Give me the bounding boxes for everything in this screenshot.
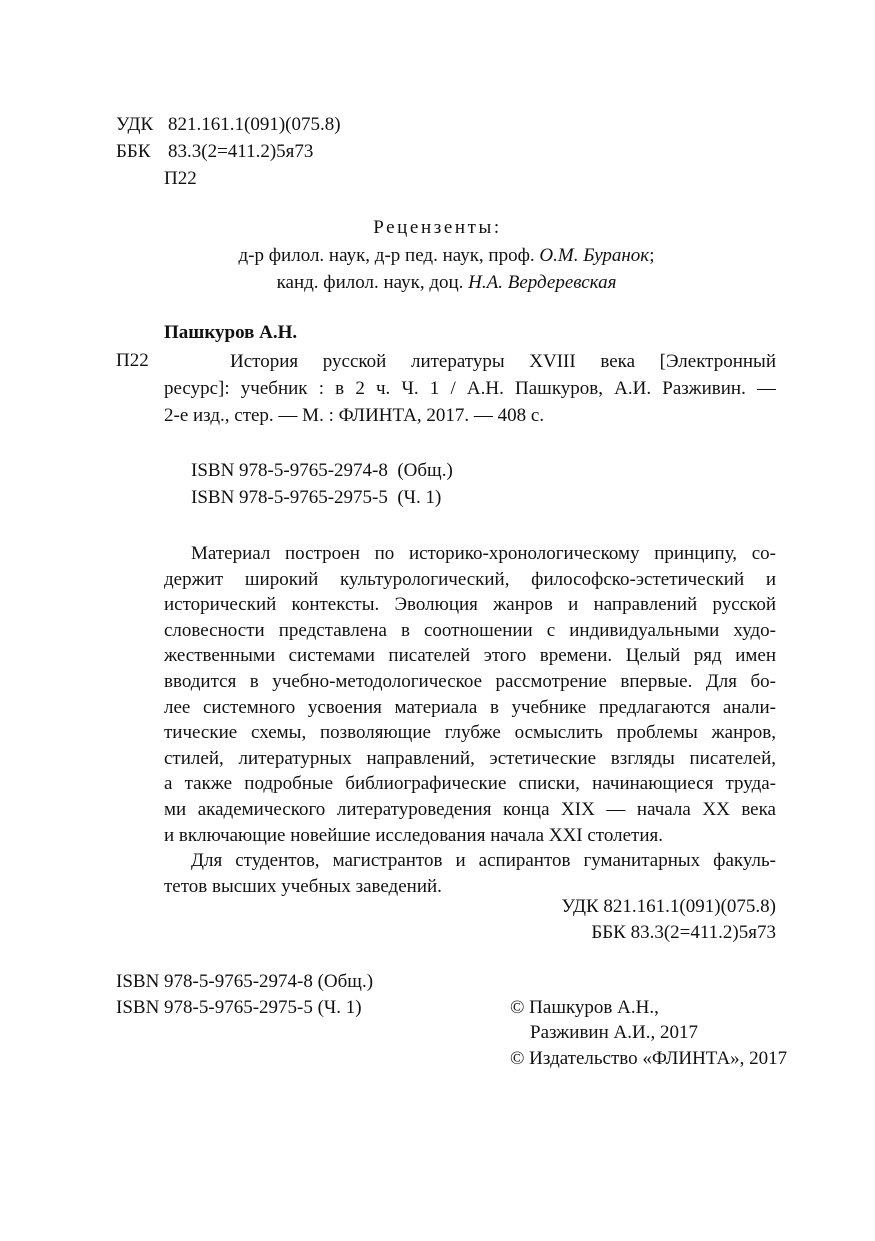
annotation-line: исторический контексты. Эволюция жанров и направлений русской xyxy=(164,594,776,616)
annotation-line: держит широкий культурологический, философско-эстетический и xyxy=(164,568,776,590)
annotation-line: жественными системами писателей этого времени. Целый ряд имен xyxy=(164,645,776,667)
reviewer-1 xyxy=(0,243,875,269)
annotation-line: стилей, литературных направлений, эстетические взгляды писателей, xyxy=(164,747,776,769)
audience-line: Для студентов, магистрантов и аспирантов гуманитарных факуль- xyxy=(191,850,776,872)
reviewer-2-name: Н.А. Вердеревская xyxy=(468,272,617,293)
annotation-line: словесности представлена в соотношении с индивидуальными худо- xyxy=(164,619,776,641)
bbk-label: ББК xyxy=(116,141,151,162)
annotation-line: ми академического литературоведения конца XIX — начала XX века xyxy=(164,798,776,820)
bbk-code-top xyxy=(116,139,313,165)
bib-line-1: История русской литературы XVIII века [Электронный xyxy=(230,351,776,372)
annotation xyxy=(164,541,776,899)
isbn-general: ISBN 978-5-9765-2974-8 (Общ.) xyxy=(191,460,453,481)
isbn-part-1: ISBN 978-5-9765-2975-5 (Ч. 1) xyxy=(191,487,442,508)
copyright-authors: © Пашкуров А.Н., xyxy=(510,997,659,1018)
udk-value: 821.161.1(091)(075.8) xyxy=(168,114,341,135)
udk-label: УДК xyxy=(116,114,154,135)
annotation-line: лее системного усвоения материала в учебнике предлагаются анали- xyxy=(164,696,776,718)
udk-code-bottom: УДК 821.161.1(091)(075.8) xyxy=(561,896,776,917)
reviewer-2 xyxy=(0,270,875,296)
footer-isbn-part-1: ISBN 978-5-9765-2975-5 (Ч. 1) xyxy=(116,997,362,1018)
author-mark-top: П22 xyxy=(164,168,197,189)
annotation-line: вводится в учебно-методологическое рассмотрение впервые. Для бо- xyxy=(164,670,776,692)
author-mark: П22 xyxy=(116,350,149,371)
bibliographic-description xyxy=(164,348,776,429)
bbk-code-bottom: ББК 83.3(2=411.2)5я73 xyxy=(591,922,776,943)
copyright-publisher: © Издательство «ФЛИНТА», 2017 xyxy=(510,1048,788,1069)
reviewer-1-credentials: д-р филол. наук, д-р пед. наук, проф. xyxy=(238,245,540,266)
reviewer-2-credentials: канд. филол. наук, доц. xyxy=(276,272,469,293)
reviewers-heading: Рецензенты: xyxy=(373,217,502,238)
reviewer-1-name: О.М. Буранок xyxy=(539,245,650,266)
annotation-line: и включающие новейшие исследования начала XXI столетия. xyxy=(164,824,663,846)
audience-line: тетов высших учебных заведений. xyxy=(164,875,442,897)
footer-isbn-general: ISBN 978-5-9765-2974-8 (Общ.) xyxy=(116,971,374,992)
bib-line-3: 2-е изд., стер. — М. : ФЛИНТА, 2017. — 408 с. xyxy=(164,405,545,426)
reviewer-1-suffix: ; xyxy=(649,245,655,266)
udk-code-top xyxy=(116,112,341,138)
annotation-line: тические схемы, позволяющие глубже осмыслить проблемы жанров, xyxy=(164,722,776,744)
bib-line-2: ресурс]: учебник : в 2 ч. Ч. 1 / А.Н. Пашкуров, А.И. Разживин. — xyxy=(164,378,776,399)
bbk-value: 83.3(2=411.2)5я73 xyxy=(168,141,314,162)
annotation-line: Материал построен по историко-хронологическому принципу, со- xyxy=(191,543,776,564)
copyright-authors-cont: Разживин А.И., 2017 xyxy=(530,1022,698,1043)
annotation-line: а также подробные библиографические списки, начинающиеся труда- xyxy=(164,773,776,795)
author-heading: Пашкуров А.Н. xyxy=(164,322,298,343)
